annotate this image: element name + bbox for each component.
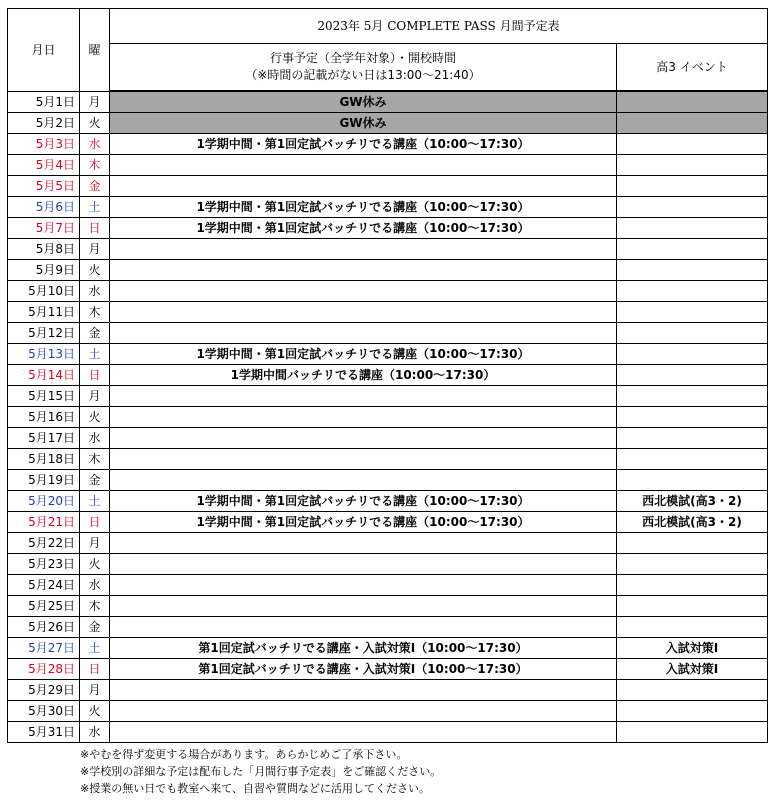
row-event xyxy=(110,155,617,176)
header-h3-event: 高3 イベント xyxy=(617,44,768,92)
row-day-of-week: 金 xyxy=(80,323,110,344)
table-row xyxy=(8,365,768,386)
table-row xyxy=(8,302,768,323)
row-date: 5月21日 xyxy=(8,512,80,533)
row-event: 1学期中間・第1回定試バッチリでる講座（10:00～17:30） xyxy=(110,218,617,239)
row-date: 5月14日 xyxy=(8,365,80,386)
row-h3-event xyxy=(617,596,768,617)
table-row xyxy=(8,596,768,617)
row-event: 第1回定試バッチリでる講座・入試対策Ⅰ（10:00～17:30） xyxy=(110,659,617,680)
row-h3-event: 西北模試(高3・2) xyxy=(617,491,768,512)
table-row xyxy=(8,428,768,449)
table-row xyxy=(8,260,768,281)
table-row xyxy=(8,722,768,743)
table-row xyxy=(8,659,768,680)
row-date: 5月24日 xyxy=(8,575,80,596)
row-h3-event xyxy=(617,407,768,428)
row-day-of-week: 土 xyxy=(80,344,110,365)
row-day-of-week: 日 xyxy=(80,512,110,533)
table-row xyxy=(8,113,768,134)
table-row xyxy=(8,134,768,155)
row-day-of-week: 木 xyxy=(80,302,110,323)
row-h3-event xyxy=(617,344,768,365)
row-date: 5月23日 xyxy=(8,554,80,575)
table-row xyxy=(8,91,768,113)
row-h3-event: 西北模試(高3・2) xyxy=(617,512,768,533)
row-event xyxy=(110,323,617,344)
row-event xyxy=(110,554,617,575)
row-date: 5月2日 xyxy=(8,113,80,134)
row-h3-event xyxy=(617,91,768,113)
row-day-of-week: 金 xyxy=(80,176,110,197)
row-day-of-week: 木 xyxy=(80,449,110,470)
row-date: 5月7日 xyxy=(8,218,80,239)
row-h3-event xyxy=(617,302,768,323)
row-date: 5月25日 xyxy=(8,596,80,617)
note-item: ※学校別の詳細な予定は配布した「月間行事予定表」をご確認ください。 xyxy=(80,765,442,778)
row-date: 5月10日 xyxy=(8,281,80,302)
row-day-of-week: 土 xyxy=(80,197,110,218)
row-date: 5月18日 xyxy=(8,449,80,470)
row-h3-event xyxy=(617,260,768,281)
row-date: 5月8日 xyxy=(8,239,80,260)
table-row xyxy=(8,239,768,260)
row-day-of-week: 火 xyxy=(80,407,110,428)
row-event xyxy=(110,470,617,491)
row-event: 1学期中間・第1回定試バッチリでる講座（10:00～17:30） xyxy=(110,134,617,155)
row-date: 5月20日 xyxy=(8,491,80,512)
row-date: 5月31日 xyxy=(8,722,80,743)
row-h3-event xyxy=(617,554,768,575)
table-row xyxy=(8,575,768,596)
row-h3-event xyxy=(617,386,768,407)
table-row xyxy=(8,344,768,365)
row-event xyxy=(110,575,617,596)
page-title: 2023年 5月 COMPLETE PASS 月間予定表 xyxy=(110,9,768,44)
row-date: 5月27日 xyxy=(8,638,80,659)
row-day-of-week: 月 xyxy=(80,680,110,701)
table-row xyxy=(8,680,768,701)
row-date: 5月15日 xyxy=(8,386,80,407)
schedule-sheet xyxy=(7,8,767,797)
table-row xyxy=(8,155,768,176)
header-dow: 曜 xyxy=(80,9,110,92)
table-row xyxy=(8,512,768,533)
row-day-of-week: 火 xyxy=(80,554,110,575)
row-day-of-week: 月 xyxy=(80,91,110,113)
header-event-line1: 行事予定（全学年対象）・開校時間 xyxy=(269,51,456,65)
row-event: 1学期中間バッチリでる講座（10:00～17:30） xyxy=(110,365,617,386)
table-row xyxy=(8,281,768,302)
row-event xyxy=(110,533,617,554)
row-date: 5月3日 xyxy=(8,134,80,155)
row-day-of-week: 日 xyxy=(80,365,110,386)
row-date: 5月12日 xyxy=(8,323,80,344)
row-date: 5月22日 xyxy=(8,533,80,554)
row-h3-event xyxy=(617,176,768,197)
schedule-table xyxy=(7,8,768,743)
table-row xyxy=(8,218,768,239)
row-h3-event xyxy=(617,701,768,722)
row-event xyxy=(110,701,617,722)
row-h3-event xyxy=(617,239,768,260)
note-item: ※授業の無い日でも教室へ来て、自習や質問などに活用してください。 xyxy=(80,782,430,795)
table-row xyxy=(8,449,768,470)
row-h3-event xyxy=(617,449,768,470)
header-date: 月日 xyxy=(8,9,80,92)
row-h3-event xyxy=(617,533,768,554)
row-h3-event: 入試対策Ⅰ xyxy=(617,659,768,680)
row-day-of-week: 金 xyxy=(80,470,110,491)
row-event xyxy=(110,617,617,638)
row-day-of-week: 水 xyxy=(80,134,110,155)
row-date: 5月28日 xyxy=(8,659,80,680)
row-event xyxy=(110,281,617,302)
row-h3-event xyxy=(617,680,768,701)
row-date: 5月17日 xyxy=(8,428,80,449)
header-event-line2: （※時間の記載がない日は13:00～21:40） xyxy=(245,68,481,82)
row-event: GW休み xyxy=(110,91,617,113)
row-date: 5月26日 xyxy=(8,617,80,638)
row-day-of-week: 土 xyxy=(80,491,110,512)
row-h3-event xyxy=(617,722,768,743)
row-date: 5月29日 xyxy=(8,680,80,701)
row-event xyxy=(110,428,617,449)
row-date: 5月1日 xyxy=(8,91,80,113)
row-date: 5月9日 xyxy=(8,260,80,281)
row-day-of-week: 水 xyxy=(80,428,110,449)
table-row xyxy=(8,407,768,428)
row-event: 1学期中間・第1回定試バッチリでる講座（10:00～17:30） xyxy=(110,512,617,533)
row-day-of-week: 月 xyxy=(80,533,110,554)
row-event xyxy=(110,260,617,281)
row-h3-event xyxy=(617,617,768,638)
row-date: 5月13日 xyxy=(8,344,80,365)
table-row xyxy=(8,491,768,512)
table-row xyxy=(8,470,768,491)
row-date: 5月6日 xyxy=(8,197,80,218)
row-event xyxy=(110,239,617,260)
table-row xyxy=(8,617,768,638)
row-event xyxy=(110,449,617,470)
row-event xyxy=(110,386,617,407)
table-row xyxy=(8,554,768,575)
table-row xyxy=(8,323,768,344)
row-day-of-week: 水 xyxy=(80,281,110,302)
row-event: 1学期中間・第1回定試バッチリでる講座（10:00～17:30） xyxy=(110,491,617,512)
row-event: GW休み xyxy=(110,113,617,134)
table-row xyxy=(8,533,768,554)
row-event: 1学期中間・第1回定試バッチリでる講座（10:00～17:30） xyxy=(110,197,617,218)
row-day-of-week: 月 xyxy=(80,386,110,407)
row-h3-event xyxy=(617,113,768,134)
row-event xyxy=(110,407,617,428)
row-event xyxy=(110,176,617,197)
table-row xyxy=(8,176,768,197)
row-date: 5月11日 xyxy=(8,302,80,323)
row-day-of-week: 水 xyxy=(80,575,110,596)
row-day-of-week: 水 xyxy=(80,722,110,743)
row-day-of-week: 木 xyxy=(80,155,110,176)
row-event xyxy=(110,596,617,617)
row-h3-event xyxy=(617,197,768,218)
table-row xyxy=(8,386,768,407)
row-day-of-week: 火 xyxy=(80,701,110,722)
row-event xyxy=(110,302,617,323)
table-row xyxy=(8,638,768,659)
note-item: ※やむを得ず変更する場合があります。あらかじめご了承下さい。 xyxy=(80,748,408,761)
row-day-of-week: 日 xyxy=(80,659,110,680)
row-h3-event xyxy=(617,155,768,176)
row-day-of-week: 土 xyxy=(80,638,110,659)
row-event xyxy=(110,722,617,743)
schedule-body xyxy=(8,91,768,743)
row-day-of-week: 月 xyxy=(80,239,110,260)
row-h3-event xyxy=(617,218,768,239)
row-h3-event xyxy=(617,428,768,449)
row-h3-event xyxy=(617,281,768,302)
header-event xyxy=(110,44,617,92)
row-h3-event: 入試対策Ⅰ xyxy=(617,638,768,659)
row-event: 第1回定試バッチリでる講座・入試対策Ⅰ（10:00～17:30） xyxy=(110,638,617,659)
row-date: 5月5日 xyxy=(8,176,80,197)
table-row xyxy=(8,701,768,722)
row-day-of-week: 木 xyxy=(80,596,110,617)
row-h3-event xyxy=(617,470,768,491)
row-h3-event xyxy=(617,134,768,155)
row-h3-event xyxy=(617,365,768,386)
row-day-of-week: 日 xyxy=(80,218,110,239)
row-date: 5月30日 xyxy=(8,701,80,722)
row-day-of-week: 金 xyxy=(80,617,110,638)
row-event: 1学期中間・第1回定試バッチリでる講座（10:00～17:30） xyxy=(110,344,617,365)
row-h3-event xyxy=(617,323,768,344)
row-date: 5月19日 xyxy=(8,470,80,491)
row-day-of-week: 火 xyxy=(80,260,110,281)
row-date: 5月4日 xyxy=(8,155,80,176)
row-h3-event xyxy=(617,575,768,596)
notes xyxy=(7,746,767,797)
row-event xyxy=(110,680,617,701)
table-row xyxy=(8,197,768,218)
row-date: 5月16日 xyxy=(8,407,80,428)
row-day-of-week: 火 xyxy=(80,113,110,134)
